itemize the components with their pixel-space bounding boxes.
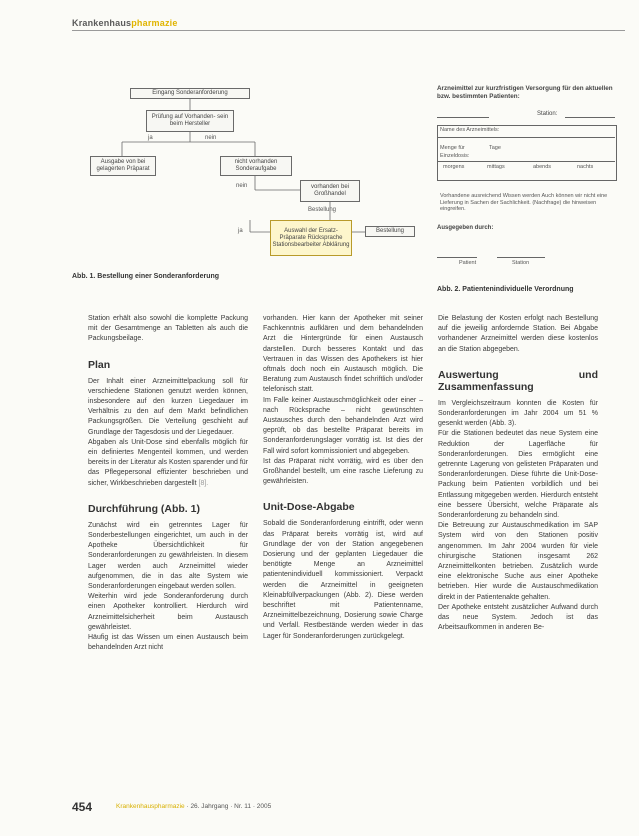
form-sig-line1 (437, 257, 477, 258)
form-sig1-label: Patient (459, 260, 477, 266)
flow-nein2-label: nein (236, 183, 248, 189)
col3-p3: Für die Stationen bedeutet das neue System eine Reduktion der Lagerfläche für Sonderanforderungen. Dies ermöglicht eine getrennte Lagerung von gelisteten Präparaten und Sonderanforderungen. Diese führte die Unit-Dose-Packung beim Patienten vorbildlich und bei Entlassung mitgegeben werden. Hierdurch entsteht eine bessere Übersicht, welche Präparate als Sonderanforderung zu behandeln sind. (438, 430, 598, 520)
form-sig2-label: Station (512, 260, 530, 266)
footer-journal: Krankenhauspharmazie · 26. Jahrgang · Nr. 11 · 2005 (116, 803, 272, 810)
figure-2-form (437, 85, 617, 285)
flow-wholesale-box: vorhanden bei Großhandel (300, 180, 360, 202)
heading-durchfuehrung: Durchführung (Abb. 1) (88, 502, 200, 515)
form-tage-label: Tage (489, 145, 501, 151)
form-line-patient (437, 117, 489, 118)
flow-storage-box: Bestellung (365, 226, 415, 237)
flow-start-box: Eingang Sonderanforderung (130, 88, 250, 99)
form-col-2: abends (533, 164, 552, 170)
text-column-3 (438, 314, 598, 633)
col1-durch-p2: Weiterhin wird jede Sonderanforderung durch einen Apotheker kontrolliert. Hierdurch wird Arzneimittelsicherheit beim Austausch gewährleistet. (88, 593, 248, 631)
col1-durch-p1: Zunächst wird ein getrenntes Lager für Sonderbestellungen eingerichtet, um auch in der Apotheke Übersichtlichkeit für Sonderanforderungen zu gewährleisten. In diesem Lager werden auch Arzneimittel wieder aufgenommen, die in das alte System wie Sonderanforderungen eingebaut werden sollen. (88, 521, 248, 591)
form-station-label: Station: (537, 111, 558, 117)
flow-left-result-box: Ausgabe von bei gelagerten Präparat (90, 156, 156, 176)
figure-2-caption: Abb. 2. Patientenindividuelle Verordnung (437, 286, 574, 293)
form-title: Arzneimittel zur kurzfristigen Versorgung für den aktuellen bzw. bestimmten Patienten: (437, 85, 613, 100)
flow-alternative-box: Auswahl der Ersatz- Präparate Rücksprache Stationsbearbeiter Abklärung (270, 220, 352, 256)
form-drug-label: Name des Arzneimittels: (440, 127, 500, 133)
page-number: 454 (72, 800, 93, 814)
form-line-station (565, 117, 615, 118)
figure-1-flowchart (60, 80, 420, 275)
col2-p2: Im Falle keiner Austauschmöglichkeit oder einer – nach Rücksprache – nicht gewünschten Austausches durch den behandelnden Arzt wird geprüft, ob das bestellte Präparat bereits im Sonderanforderungslager vorrätig ist. Ist dies der Fall wird sofort kommissioniert und abgegeben. (263, 396, 423, 455)
col1-intro: Station erhält also sowohl die komplette Packung mit der Gesamtmenge an Tabletten als auch die Packungsbeilage. (88, 315, 248, 343)
flow-order-label: Bestellung (308, 207, 337, 213)
col1-plan-p2: Abgaben als Unit-Dose sind ebenfalls möglich für ein definiertes Mengenteil kommen, und werden bereits in der Literatur als Kosten sparender und für das Pflegepersonal effizienter beschrieben und sicher, Wirkbeschrieben dargestellt (88, 438, 248, 487)
text-column-1 (88, 314, 248, 653)
form-col-3: nachts (577, 164, 594, 170)
form-grid-line2 (437, 161, 615, 162)
col3-p4: Die Betreuung zur Austauschmedikation im SAP System wird von den Stationen positiv angenommen. Im Jahr 2004 wurden für viele chirurgische Stationen insgesamt 262 Arzneimittelkonten betrieben. Zusätzlich wurde eine elektronische Suche aus einer Apotheke betrieben. Hier wurde die Austauschmedikation direkt in der Patientenakte gehalten. (438, 522, 598, 601)
form-note: Vorhandene ausreichend Wissen werden Auch können wir nicht eine Lieferung in Sachen der Sachlichkeit. (Nachfrage) die hinweisen eingreifen. (440, 193, 608, 212)
col3-p2: Im Vergleichszeitraum konnten die Kosten für Sonderanforderungen im Jahr 2004 um 51 % gesenkt werden (Abb. 3). (438, 399, 598, 428)
flow-ja2-label: ja (238, 228, 243, 234)
col2-unit-p1: Sobald die Sonderanforderung eintrifft, oder wenn das Präparat bereits vorrätig ist, wird auf Grundlage der von der Station angegebenen Dosierung und der geplanten Liegedauer die benötigte Menge an Arzneimittel patientenindividuell kommissioniert. Verpackt werden die Arzneimittel in geeigneten Kleinabfüllverpackungen (Abb. 2). Diese werden beschriftet mit Patientenname, Arzneimittelbezeichnung, Dosierung sowie Charge und Verfall. Restbestände werden wieder in das Lager für Sonderanforderungen zurückgelegt. (263, 520, 423, 640)
form-sig-line2 (497, 257, 545, 258)
header-rule (72, 30, 625, 31)
col1-plan-p1: Der Inhalt einer Arzneimittelpackung soll für verschiedene Stationen genutzt werden können, insbesondere auf den kurzen Liegedauer im Verhältnis zu den auf dem Markt befindlichen Packungsgrößen. Die Verteilung geschieht auf Grundlage der Tagesdosis und der Liegedauer. (88, 377, 248, 436)
col1-plan-ref: [8]. (198, 479, 209, 487)
form-dosis-label: Einzeldosis: (440, 153, 470, 159)
heading-auswertung: Auswertung und Zusammenfassung (438, 368, 598, 393)
flow-yes-label: ja (148, 135, 153, 141)
form-col-1: mittags (487, 164, 505, 170)
running-header: Krankenhauspharmazie (72, 18, 178, 28)
heading-unit-dose: Unit-Dose-Abgabe (263, 501, 355, 514)
figure-1-caption: Abb. 1. Bestellung einer Sonderanforderung (72, 273, 220, 280)
form-menge-label: Menge für (440, 145, 465, 151)
flow-no-label: nein (205, 135, 217, 141)
col2-p3: Ist das Präparat nicht vorrätig, wird es über den Großhandel bestellt, um eine rasche Lieferung zu gewährleisten. (263, 457, 423, 486)
form-col-0: morgens (443, 164, 465, 170)
flow-right-result-box: nicht vorhanden Sonderaufgabe (220, 156, 292, 176)
col3-p1: Die Belastung der Kosten erfolgt nach Bestellung auf die jeweilig anfordernde Station. Bei Abgabe vorhandener Arzneimittel werden diese kostenlos an die Station abgegeben. (438, 315, 598, 353)
flowchart-connectors (60, 80, 420, 275)
flow-check-box: Prüfung auf Vorhanden- sein beim Hersteller (146, 110, 234, 132)
heading-plan: Plan (88, 358, 111, 371)
form-grid-line1 (437, 137, 615, 138)
col1-durch-p3: Häufig ist das Wissen um einen Austausch beim behandelnden Arzt nicht (88, 634, 248, 652)
text-column-2 (263, 314, 423, 642)
col3-p5: Der Apotheke entsteht zusätzlicher Aufwand durch das neue System. Jedoch ist das Arbeitsaufkommen in anderen Be- (438, 603, 598, 632)
form-ausgabe-label: Ausgegeben durch: (437, 225, 494, 231)
col2-p1: vorhanden. Hier kann der Apotheker mit seiner Fachkenntnis aufklären und dem behandelnden Arzt die Hintergründe für einen Austausch darstellen. Durch besseres Kontakt und das Vertrauen in das Wissen des Apothekers ist hier oftmals doch noch ein Austausch möglich. Die Beratung zum Austausch findet schriftlich und/oder telefonisch statt. (263, 315, 423, 394)
